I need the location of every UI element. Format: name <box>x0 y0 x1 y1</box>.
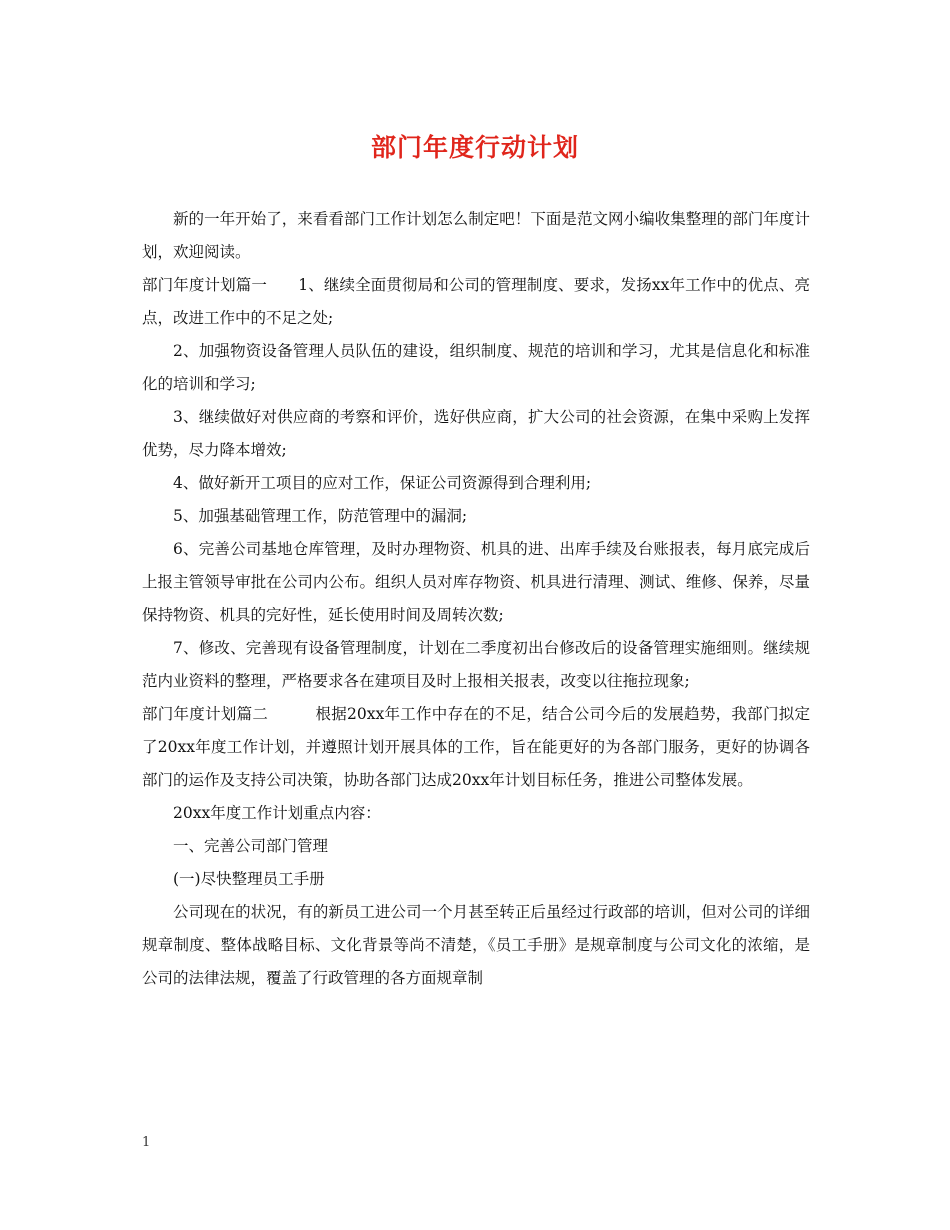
paragraph-handbook-body: 公司现在的状况，有的新员工进公司一个月甚至转正后虽经过行政部的培训，但对公司的详细规章制度、整体战略目标、文化背景等尚不清楚，《员工手册》是规章制度与公司文化的浓缩，是公司的法律法规，覆盖了行政管理的各方面规章制 <box>142 903 810 987</box>
paragraph-plan2-intro: 部门年度计划篇二 根据20xx年工作中存在的不足，结合公司今后的发展趋势，我部门拟定了20xx年度工作计划，并遵照计划开展具体的工作，旨在能更好的为各部门服务，更好的协调各部门的运作及支持公司决策，协助各部门达成20xx年计划目标任务，推进公司整体发展。 <box>142 705 810 789</box>
document-title: 部门年度行动计划 <box>370 133 579 162</box>
paragraph-plan1-item6: 6、完善公司基地仓库管理，及时办理物资、机具的进、出库手续及台账报表，每月底完成后上报主管领导审批在公司内公布。组织人员对库存物资、机具进行清理、测试、维修、保养，尽量保持物资、机具的完好性，延长使用时间及周转次数; <box>142 540 810 624</box>
paragraph-plan1-item7: 7、修改、完善现有设备管理制度，计划在二季度初出台修改后的设备管理实施细则。继续规范内业资料的整理，严格要求各在建项目及时上报相关报表，改变以往拖拉现象; <box>142 639 810 690</box>
paragraph-subsection-heading: (一)尽快整理员工手册 <box>173 870 325 888</box>
paragraph-plan1-item2: 2、加强物资设备管理人员队伍的建设，组织制度、规范的培训和学习，尤其是信息化和标准化的培训和学习; <box>142 342 810 393</box>
document-body <box>142 203 810 995</box>
paragraph-plan1-item3: 3、继续做好对供应商的考察和评价，选好供应商，扩大公司的社会资源，在集中采购上发挥优势，尽力降本增效; <box>142 408 810 459</box>
paragraph-plan1-item4: 4、做好新开工项目的应对工作，保证公司资源得到合理利用; <box>173 474 592 492</box>
paragraph-plan1-item1: 部门年度计划篇一 1、继续全面贯彻局和公司的管理制度、要求，发扬xx年工作中的优点、亮点，改进工作中的不足之处; <box>142 276 810 327</box>
paragraph-key-content-heading: 20xx年度工作计划重点内容： <box>173 804 381 822</box>
paragraph-section-heading: 一、完善公司部门管理 <box>173 837 329 855</box>
paragraph-intro: 新的一年开始了，来看看部门工作计划怎么制定吧！下面是范文网小编收集整理的部门年度计划，欢迎阅读。 <box>142 210 810 261</box>
paragraph-plan1-item5: 5、加强基础管理工作，防范管理中的漏洞; <box>173 507 468 525</box>
page-number: 1 <box>142 1135 151 1150</box>
